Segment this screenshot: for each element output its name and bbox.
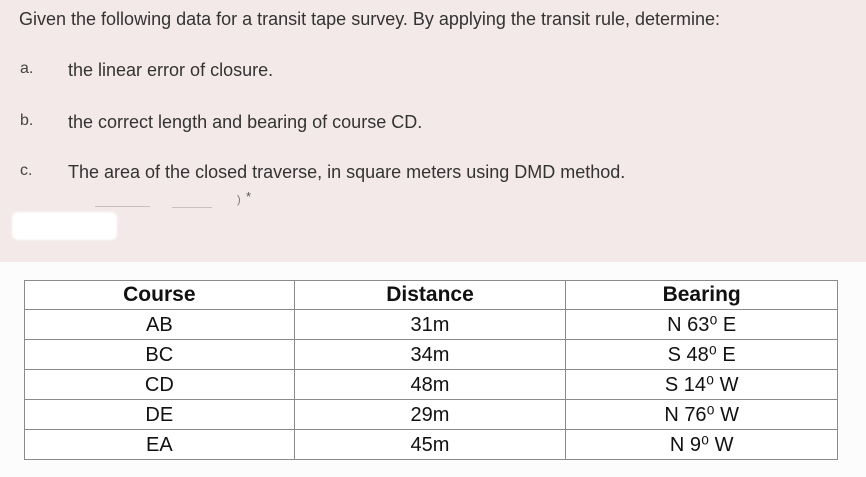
table-row (25, 430, 838, 460)
cell-bearing: N 9⁰ W (566, 430, 838, 460)
table-header-row (25, 281, 838, 310)
cell-course: DE (25, 400, 295, 430)
cell-course: EA (25, 430, 295, 460)
column-header-course: Course (25, 281, 295, 310)
survey-data-table (24, 280, 838, 460)
redaction-smudge (12, 212, 117, 240)
star-mark: * (246, 189, 252, 204)
cell-bearing: N 63⁰ E (566, 310, 838, 340)
cell-course: CD (25, 370, 295, 400)
cell-distance: 45m (294, 430, 566, 460)
question-intro: Given the following data for a transit tape survey. By applying the transit rule, determine: (19, 9, 721, 29)
cell-bearing: S 14⁰ W (566, 370, 838, 400)
cell-distance: 34m (294, 340, 566, 370)
column-header-distance: Distance (294, 281, 566, 310)
tick-mark: ) (237, 194, 241, 206)
item-letter: b. (20, 112, 34, 129)
table-area (0, 262, 866, 477)
cell-distance: 31m (294, 310, 566, 340)
item-text: The area of the closed traverse, in square meters using DMD method. (68, 162, 626, 182)
table-row (25, 310, 838, 340)
table-row (25, 340, 838, 370)
table-row (25, 400, 838, 430)
faint-line (172, 207, 212, 208)
table-row (25, 370, 838, 400)
cell-course: AB (25, 310, 295, 340)
item-text: the linear error of closure. (68, 60, 274, 80)
faint-line (95, 206, 150, 207)
column-header-bearing: Bearing (566, 281, 838, 310)
cell-bearing: S 48⁰ E (566, 340, 838, 370)
item-letter: c. (20, 162, 33, 179)
item-letter: a. (20, 60, 34, 77)
cell-course: BC (25, 340, 295, 370)
cell-distance: 29m (294, 400, 566, 430)
cell-bearing: N 76⁰ W (566, 400, 838, 430)
item-text: the correct length and bearing of course CD. (68, 112, 423, 132)
cell-distance: 48m (294, 370, 566, 400)
